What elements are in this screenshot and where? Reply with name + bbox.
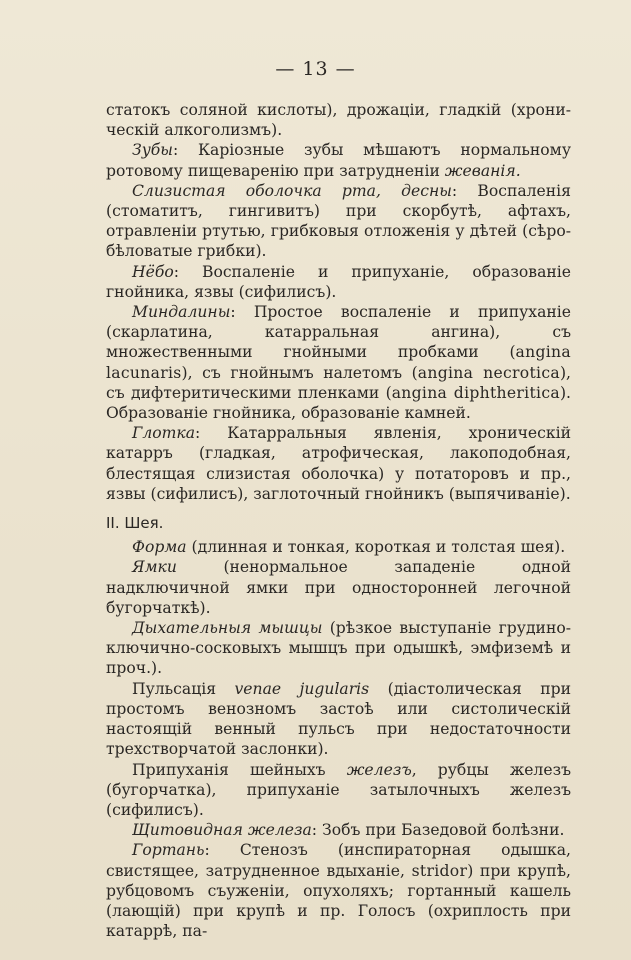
text-line: ческій алкоголизмъ). bbox=[106, 121, 283, 140]
text-segment: (рѣзкое выступаніе грудино-ключично-сосковыхъ мышцъ при одышкѣ, эмфиземѣ и проч.). bbox=[106, 619, 571, 678]
term-form: Форма bbox=[132, 538, 187, 557]
text-segment: (діастолическая при простомъ венозномъ застоѣ или систолическій настоящій венный пульсъ при недостаточности трехстворчатой заслонки). bbox=[106, 679, 571, 759]
term-chewing: жеванія. bbox=[444, 161, 521, 180]
term-glands: железъ bbox=[346, 760, 412, 779]
text-segment: (ненормальное западеніе одной надключичной ямки при односторонней легочной бугорчаткѣ). bbox=[106, 558, 571, 617]
term-larynx: Гортань bbox=[132, 841, 205, 860]
paragraph-jugular-pulse bbox=[106, 679, 571, 760]
paragraph-glands bbox=[106, 760, 571, 821]
term-teeth: Зубы bbox=[132, 141, 173, 160]
section-heading: II. Шея. bbox=[106, 514, 164, 533]
term-mucosa: Слизистая оболочка рта, десны bbox=[132, 181, 452, 200]
latin-term-stridor: stridor bbox=[411, 861, 468, 880]
text-segment: : Зобъ при Базедовой болѣзни. bbox=[311, 821, 565, 840]
text-segment: : Стенозъ (инспираторная одышка, свистящее, затрудненное вдыханіе, bbox=[106, 841, 571, 880]
term-respiratory-muscles: Дыхательныя мышцы bbox=[132, 619, 323, 638]
paragraph-fossae bbox=[106, 557, 571, 618]
text-segment: ). Образованіе гнойника, образованіе камней. bbox=[106, 383, 571, 423]
term-fossae: Ямки bbox=[132, 558, 177, 577]
page-number: — 13 — bbox=[275, 58, 356, 80]
text-segment: Пульсація bbox=[132, 679, 235, 698]
text-segment: : Каріозные зубы мѣшаютъ нормальному ротовому пищеваренію при затрудненіи bbox=[106, 141, 571, 180]
text-segment: : Воспаленія (стоматитъ, гингивитъ) при скорбутѣ, афтахъ, отравленіи ртутью, грибковыя отложенія у дѣтей (сѣро-бѣловатые грибки). bbox=[106, 181, 571, 261]
latin-term: angina lacunaris bbox=[106, 343, 571, 382]
term-pharynx: Глотка bbox=[132, 424, 196, 443]
paragraph-mucosa bbox=[106, 181, 571, 262]
text-segment: : Катарральныя явленія, хроническій катарръ (гладкая, атрофическая, лакоподобная, блестящая слизистая оболочка) у потаторовъ и пр., язвы (сифилисъ), заглоточный гнойникъ (выпячиваніе). bbox=[106, 424, 571, 503]
latin-term: angina diphtheritica bbox=[391, 383, 560, 402]
page-text bbox=[106, 100, 571, 941]
text-segment: (длинная и тонкая, короткая и толстая шея). bbox=[186, 538, 566, 557]
latin-term: angina necrotica bbox=[417, 363, 560, 382]
paragraph-respiratory-muscles bbox=[106, 618, 571, 679]
term-thyroid: Щитовидная железа bbox=[132, 821, 312, 840]
text-segment: : Простое воспаленіе и припуханіе (скарлатина, катарральная ангина), съ множественными гнойными пробками ( bbox=[106, 303, 571, 362]
term-tonsils: Миндалины bbox=[132, 303, 231, 322]
text-segment: ), съ дифтеритическими пленками ( bbox=[106, 363, 571, 402]
paragraph-thyroid bbox=[106, 820, 571, 840]
paragraph-form bbox=[106, 537, 571, 557]
text-segment: Припуханія шейныхъ bbox=[132, 760, 347, 779]
paragraph-continuation bbox=[106, 100, 571, 140]
term-venae-jugularis: venae jugularis bbox=[234, 679, 370, 698]
paragraph-larynx bbox=[106, 840, 571, 941]
paragraph-pharynx bbox=[106, 423, 571, 504]
paragraph-teeth bbox=[106, 140, 571, 180]
text-segment: : Воспаленіе и припуханіе, образованіе гнойника, язвы (сифилисъ). bbox=[106, 262, 571, 301]
text-segment: ) при крупѣ, рубцовомъ съуженіи, опухоляхъ; гортанный кашель (лающій) при крупѣ и пр. Голосъ (охриплость при катаррѣ, па- bbox=[106, 861, 571, 941]
term-palate: Нёбо bbox=[132, 262, 174, 281]
text-line: статокъ соляной кислоты), дрожаціи, гладкій (хрони- bbox=[106, 101, 571, 119]
paragraph-palate bbox=[106, 262, 571, 302]
text-segment: ), съ гнойнымъ налетомъ ( bbox=[181, 363, 418, 382]
text-segment: , рубцы железъ (бугорчатка), припуханіе затылочныхъ железъ (сифилисъ). bbox=[106, 760, 571, 819]
paragraph-tonsils bbox=[106, 302, 571, 423]
